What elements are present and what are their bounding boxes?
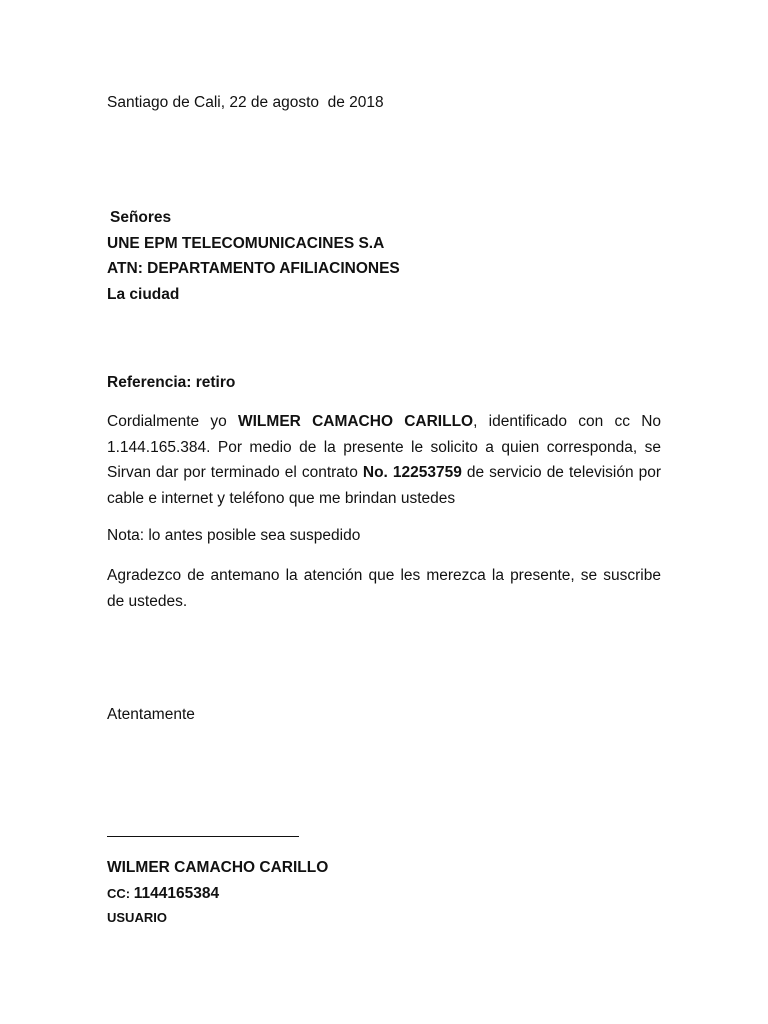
reference-line: Referencia: retiro bbox=[107, 374, 236, 391]
signature-line bbox=[107, 836, 299, 837]
body-text-1: Cordialmente yo bbox=[107, 413, 238, 430]
body-text-2: , identificado con cc No 1.144.165.384. Por medio de la presente le solicito a quien corresponda, se Sirvan dar por terminado el contrato bbox=[107, 413, 662, 481]
note-line: Nota: lo antes posible sea suspedido bbox=[107, 527, 361, 544]
recipient-salutation: Señores bbox=[110, 209, 172, 226]
recipient-attention: ATN: DEPARTAMENTO AFILIACINONES bbox=[107, 260, 400, 277]
date-line: Santiago de Cali, 22 de agosto de 2018 bbox=[107, 94, 384, 111]
cc-label: CC: bbox=[107, 886, 134, 901]
recipient-company: UNE EPM TELECOMUNICACINES S.A bbox=[107, 235, 385, 252]
closing-paragraph: Agradezco de antemano la atención que les merezca la presente, se suscribe de ustedes. bbox=[107, 567, 661, 610]
signature-name: WILMER CAMACHO CARILLO bbox=[107, 859, 329, 876]
body-text-3: de servicio de televisión por cable e internet y teléfono que me brindan ustedes bbox=[107, 464, 661, 507]
signature-role: USUARIO bbox=[107, 910, 167, 925]
body-paragraph bbox=[107, 409, 661, 511]
closing-word: Atentamente bbox=[107, 706, 195, 723]
signature-cc bbox=[107, 884, 219, 904]
cc-value: 1144165384 bbox=[133, 885, 220, 902]
contract-number: No. 12253759 bbox=[362, 464, 462, 481]
sender-name-inline: WILMER CAMACHO CARILLO bbox=[238, 413, 474, 430]
recipient-city: La ciudad bbox=[107, 286, 180, 303]
